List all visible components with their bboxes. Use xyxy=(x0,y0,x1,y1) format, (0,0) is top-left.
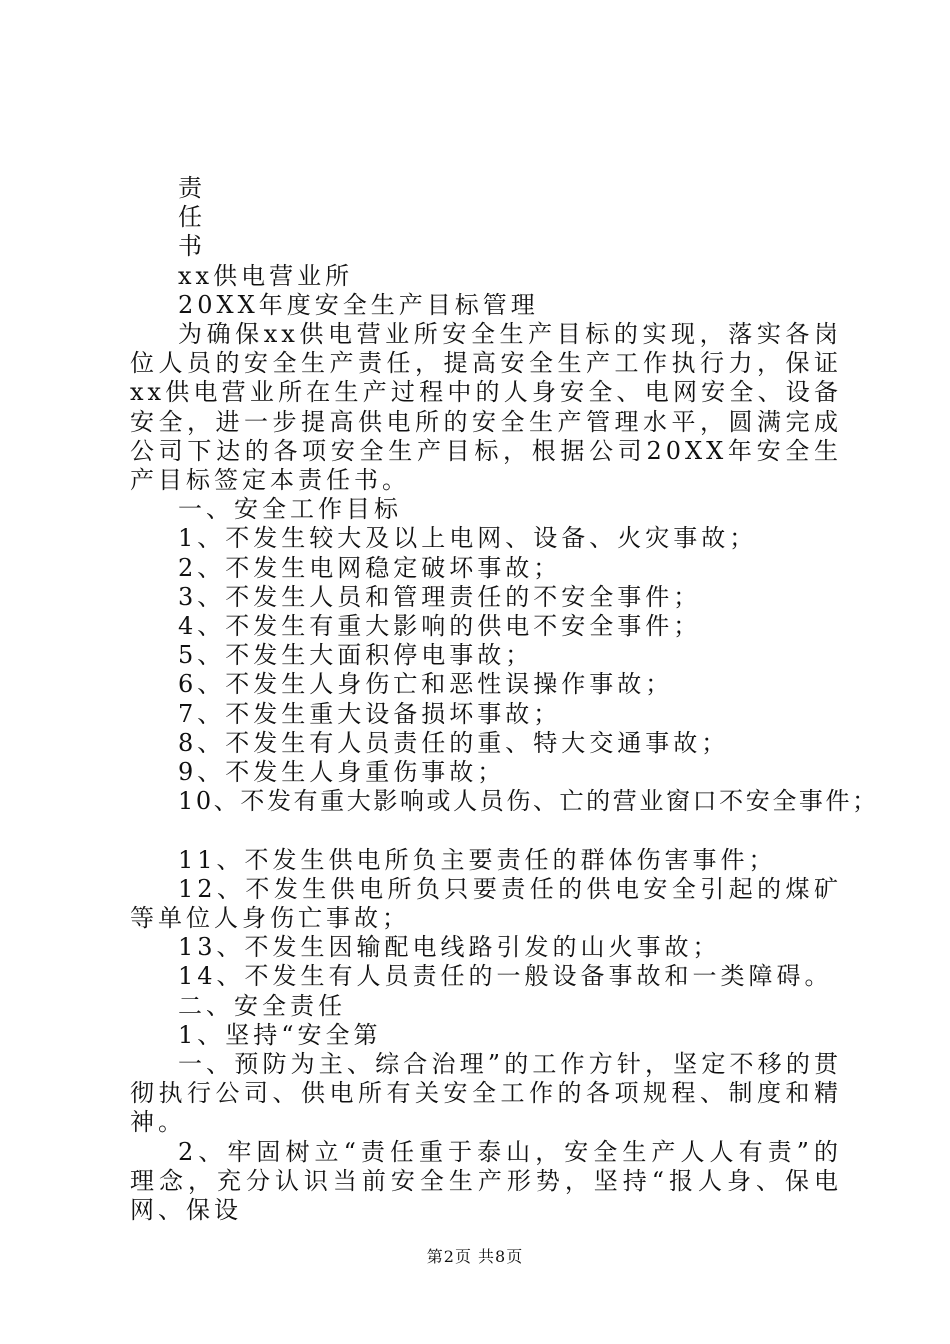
goal-item-13: 13、不发生因输配电线路引发的山火事故； xyxy=(178,933,721,962)
goal-item-3: 3、不发生人员和管理责任的不安全事件； xyxy=(178,582,702,611)
goal-item-4: 4、不发生有重大影响的供电不安全事件； xyxy=(178,612,702,641)
goal-item-12: 12、不发生供电所负只要责任的供电安全引起的煤矿等单位人身伤亡事故； xyxy=(130,874,842,933)
blank-line xyxy=(130,816,842,845)
responsibility-1-text: 一、预防为主、综合治理”的工作方针，坚定不移的贯彻执行公司、供电所有关安全工作的各项规程、制度和精神。 xyxy=(130,1050,842,1137)
subtitle: 20XX年度安全生产目标管理 xyxy=(178,290,539,319)
goal-item-6: 6、不发生人身伤亡和恶性误操作事故； xyxy=(178,670,674,699)
goal-item-9: 9、不发生人身重伤事故； xyxy=(178,758,506,787)
goal-item-7: 7、不发生重大设备损坏事故； xyxy=(178,699,562,728)
goal-item-1: 1、不发生较大及以上电网、设备、火灾事故； xyxy=(178,524,758,553)
title-char-2: 任 xyxy=(178,203,206,232)
section-heading-responsibility: 二、安全责任 xyxy=(178,991,346,1020)
intro-paragraph: 为确保xx供电营业所安全生产目标的实现，落实各岗位人员的安全生产责任，提高安全生产工作执行力，保证xx供电营业所在生产过程中的人身安全、电网安全、设备安全，进一步提高供电所的安全生产管理水平，圆满完成公司下达的各项安全生产目标，根据公司20XX年安全生产目标签定本责任书。 xyxy=(130,320,842,495)
responsibility-2-text: 2、牢固树立“责任重于泰山，安全生产人人有责”的理念，充分认识当前安全生产形势，坚持“报人身、保电网、保设 xyxy=(130,1137,842,1225)
section-heading-goals: 一、安全工作目标 xyxy=(178,495,402,524)
goal-item-8: 8、不发生有人员责任的重、特大交通事故； xyxy=(178,728,730,757)
page-number-footer: 第2页 共8页 xyxy=(426,1247,524,1266)
title-char-3: 书 xyxy=(178,232,206,261)
goal-item-5: 5、不发生大面积停电事故； xyxy=(178,641,534,670)
goal-item-11: 11、不发生供电所负主要责任的群体伤害事件； xyxy=(178,845,777,874)
org-name: xx供电营业所 xyxy=(178,261,354,290)
document-body xyxy=(130,174,879,1225)
responsibility-1-start: 1、坚持“安全第 xyxy=(178,1020,382,1049)
goal-item-2: 2、不发生电网稳定破坏事故； xyxy=(178,553,562,582)
title-char-1: 责 xyxy=(178,174,206,202)
goal-item-14: 14、不发生有人员责任的一般设备事故和一类障碍。 xyxy=(178,962,833,991)
goal-item-10: 10、不发有重大影响或人员伤、亡的营业窗口不安全事件； xyxy=(178,787,879,816)
